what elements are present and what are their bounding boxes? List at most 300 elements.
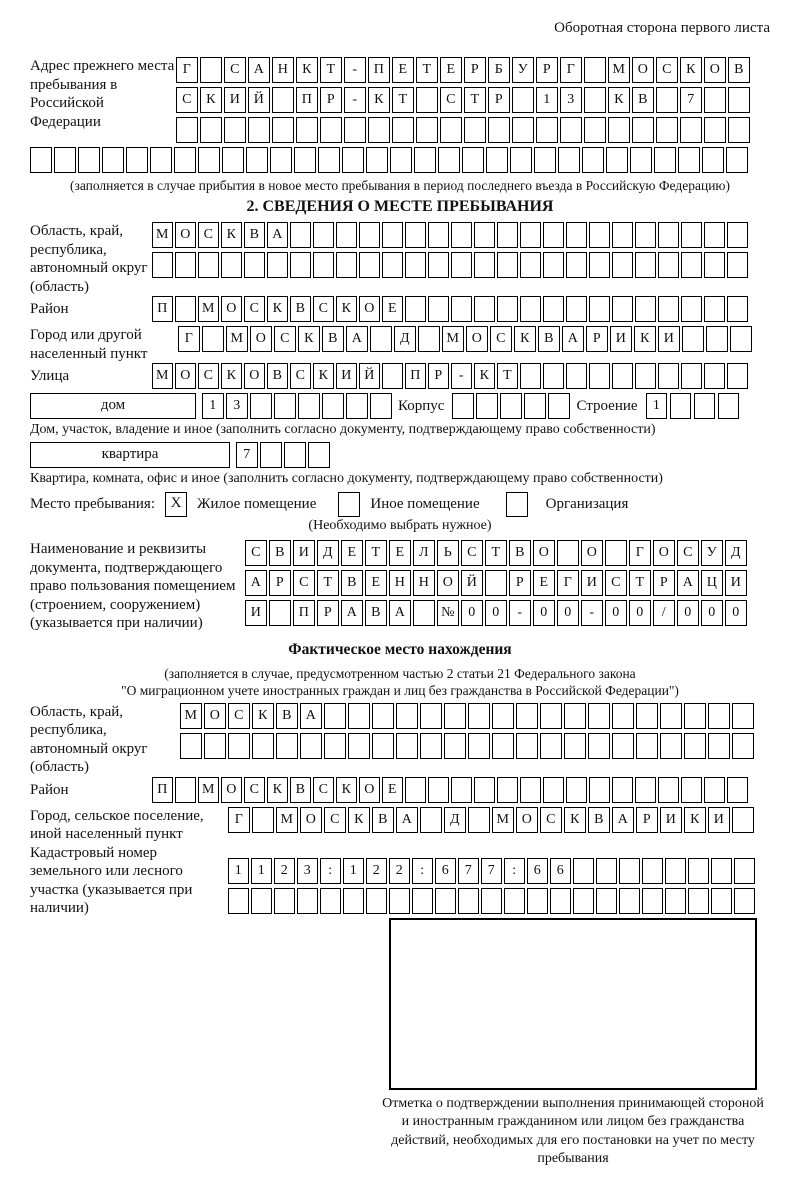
char-cell bbox=[543, 296, 564, 322]
char-cell bbox=[681, 252, 702, 278]
actual-city-row bbox=[228, 807, 756, 833]
char-cell bbox=[464, 117, 486, 143]
stamp-section bbox=[382, 918, 764, 1169]
char-cell: С bbox=[228, 703, 250, 729]
char-cell: О bbox=[533, 540, 555, 566]
char-cell bbox=[656, 117, 678, 143]
char-cell: - bbox=[344, 87, 366, 113]
char-cell bbox=[372, 703, 394, 729]
char-cell bbox=[684, 703, 706, 729]
char-cell bbox=[632, 117, 654, 143]
char-cell: О bbox=[516, 807, 538, 833]
char-cell: А bbox=[300, 703, 322, 729]
char-cell bbox=[612, 252, 633, 278]
char-cell: Р bbox=[586, 326, 608, 352]
char-cell bbox=[102, 147, 124, 173]
char-cell: В bbox=[509, 540, 531, 566]
char-cell bbox=[516, 703, 538, 729]
char-cell bbox=[390, 147, 412, 173]
char-cell: В bbox=[276, 703, 298, 729]
char-cell bbox=[665, 888, 686, 914]
char-cell bbox=[534, 147, 556, 173]
char-cell: О bbox=[250, 326, 272, 352]
char-cell bbox=[708, 733, 730, 759]
char-cell bbox=[492, 733, 514, 759]
char-cell bbox=[346, 393, 368, 419]
region-row-2 bbox=[152, 252, 770, 278]
char-cell: С bbox=[540, 807, 562, 833]
char-cell: Г bbox=[557, 570, 579, 596]
char-cell: К bbox=[313, 363, 334, 389]
char-cell: Н bbox=[413, 570, 435, 596]
char-cell bbox=[294, 147, 316, 173]
char-cell: Г bbox=[228, 807, 250, 833]
char-cell bbox=[396, 703, 418, 729]
house-block bbox=[30, 393, 770, 419]
char-cell bbox=[174, 147, 196, 173]
char-cell: Р bbox=[464, 57, 486, 83]
char-cell bbox=[198, 147, 220, 173]
char-cell bbox=[368, 117, 390, 143]
apartment-block bbox=[30, 442, 770, 468]
char-cell: Ц bbox=[701, 570, 723, 596]
char-cell: Д bbox=[444, 807, 466, 833]
char-cell bbox=[318, 147, 340, 173]
char-cell bbox=[512, 117, 534, 143]
char-cell: 1 bbox=[228, 858, 249, 884]
char-cell: 3 bbox=[226, 393, 248, 419]
char-cell bbox=[474, 252, 495, 278]
char-cell: 0 bbox=[485, 600, 507, 626]
char-cell: К bbox=[252, 703, 274, 729]
stay-type-option-residential: Жилое помещение bbox=[197, 496, 317, 512]
char-cell: П bbox=[296, 87, 318, 113]
char-cell: А bbox=[341, 600, 363, 626]
char-cell bbox=[504, 888, 525, 914]
char-cell bbox=[636, 703, 658, 729]
char-cell: К bbox=[267, 296, 288, 322]
char-cell bbox=[520, 777, 541, 803]
char-cell: 0 bbox=[533, 600, 555, 626]
char-cell bbox=[270, 147, 292, 173]
char-cell bbox=[566, 296, 587, 322]
char-cell: Е bbox=[382, 296, 403, 322]
char-cell: Р bbox=[317, 600, 339, 626]
char-cell bbox=[543, 777, 564, 803]
char-cell bbox=[204, 733, 226, 759]
char-cell: А bbox=[248, 57, 270, 83]
char-cell: С bbox=[605, 570, 627, 596]
char-cell bbox=[274, 393, 296, 419]
char-cell bbox=[642, 888, 663, 914]
char-cell bbox=[435, 888, 456, 914]
char-cell bbox=[732, 703, 754, 729]
char-cell bbox=[276, 733, 298, 759]
char-cell: Р bbox=[636, 807, 658, 833]
char-cell: О bbox=[204, 703, 226, 729]
district-row bbox=[152, 296, 750, 322]
char-cell: К bbox=[336, 296, 357, 322]
char-cell bbox=[665, 858, 686, 884]
char-cell: П bbox=[152, 296, 173, 322]
char-cell bbox=[396, 733, 418, 759]
previous-address-note: (заполняется в случае прибытия в новое место пребывания в период последнего въезда в Российскую Федерацию) bbox=[69, 178, 731, 193]
char-cell: О bbox=[359, 777, 380, 803]
char-cell: В bbox=[269, 540, 291, 566]
char-cell bbox=[228, 888, 249, 914]
char-cell bbox=[420, 703, 442, 729]
char-cell: 7 bbox=[236, 442, 258, 468]
previous-address-row-4 bbox=[30, 147, 770, 173]
street-row bbox=[152, 363, 750, 389]
char-cell: О bbox=[466, 326, 488, 352]
house-caption: Дом, участок, владение и иное (заполнить согласно документу, подтверждающему право собственности) bbox=[30, 422, 656, 437]
char-cell bbox=[711, 888, 732, 914]
char-cell bbox=[420, 733, 442, 759]
char-cell bbox=[681, 363, 702, 389]
char-cell: В bbox=[290, 296, 311, 322]
char-cell bbox=[718, 393, 740, 419]
house-labelbox: дом bbox=[30, 393, 196, 419]
char-cell: М bbox=[226, 326, 248, 352]
char-cell bbox=[324, 733, 346, 759]
char-cell bbox=[468, 703, 490, 729]
char-cell: 2 bbox=[274, 858, 295, 884]
char-cell: Г bbox=[178, 326, 200, 352]
char-cell: И bbox=[245, 600, 267, 626]
char-cell bbox=[405, 777, 426, 803]
char-cell bbox=[596, 888, 617, 914]
char-cell: О bbox=[221, 777, 242, 803]
char-cell bbox=[438, 147, 460, 173]
char-cell: О bbox=[221, 296, 242, 322]
char-cell bbox=[566, 363, 587, 389]
char-cell: К bbox=[221, 222, 242, 248]
char-cell bbox=[175, 252, 196, 278]
char-cell: С bbox=[176, 87, 198, 113]
char-cell bbox=[520, 222, 541, 248]
char-cell: О bbox=[300, 807, 322, 833]
char-cell bbox=[414, 147, 436, 173]
char-cell bbox=[612, 733, 634, 759]
stay-type-checkbox-other bbox=[338, 492, 360, 517]
char-cell bbox=[416, 87, 438, 113]
char-cell: Г bbox=[629, 540, 651, 566]
char-cell bbox=[612, 363, 633, 389]
char-cell bbox=[359, 252, 380, 278]
char-cell bbox=[566, 222, 587, 248]
city-row bbox=[178, 326, 754, 352]
char-cell bbox=[596, 858, 617, 884]
char-cell: 7 bbox=[481, 858, 502, 884]
char-cell bbox=[660, 733, 682, 759]
char-cell: М bbox=[180, 703, 202, 729]
char-cell: А bbox=[562, 326, 584, 352]
document-row-1 bbox=[245, 540, 770, 566]
char-cell: 0 bbox=[557, 600, 579, 626]
char-cell bbox=[681, 296, 702, 322]
char-cell bbox=[486, 147, 508, 173]
char-cell bbox=[468, 807, 490, 833]
section2-title: 2. СВЕДЕНИЯ О МЕСТЕ ПРЕБЫВАНИЯ bbox=[246, 198, 554, 215]
char-cell: Е bbox=[341, 540, 363, 566]
actual-location-note-1: (заполняется в случае, предусмотренном частью 2 статьи 21 Федерального закона bbox=[164, 665, 636, 681]
char-cell: А bbox=[267, 222, 288, 248]
char-cell bbox=[688, 858, 709, 884]
char-cell bbox=[322, 393, 344, 419]
char-cell bbox=[405, 222, 426, 248]
char-cell bbox=[228, 733, 250, 759]
apartment-caption: Квартира, комната, офис и иное (заполнить согласно документу, подтверждающему право собственности) bbox=[30, 471, 663, 486]
char-cell: К bbox=[684, 807, 706, 833]
char-cell bbox=[605, 540, 627, 566]
char-cell: 6 bbox=[527, 858, 548, 884]
char-cell bbox=[175, 777, 196, 803]
char-cell: И bbox=[581, 570, 603, 596]
char-cell bbox=[298, 393, 320, 419]
char-cell bbox=[727, 363, 748, 389]
char-cell bbox=[619, 858, 640, 884]
char-cell bbox=[520, 363, 541, 389]
char-cell bbox=[250, 393, 272, 419]
char-cell bbox=[589, 252, 610, 278]
char-cell bbox=[320, 888, 341, 914]
char-cell bbox=[297, 888, 318, 914]
document-row-2 bbox=[245, 570, 770, 596]
char-cell: К bbox=[336, 777, 357, 803]
char-cell bbox=[688, 888, 709, 914]
char-cell: А bbox=[389, 600, 411, 626]
char-cell: - bbox=[344, 57, 366, 83]
char-cell: Т bbox=[464, 87, 486, 113]
char-cell: О bbox=[244, 363, 265, 389]
char-cell: В bbox=[372, 807, 394, 833]
char-cell bbox=[584, 57, 606, 83]
char-cell bbox=[267, 252, 288, 278]
actual-city-block bbox=[30, 807, 770, 844]
district-block bbox=[30, 296, 770, 326]
char-cell bbox=[704, 363, 725, 389]
actual-district-label: Район bbox=[30, 781, 69, 798]
char-cell bbox=[527, 888, 548, 914]
char-cell: 1 bbox=[646, 393, 668, 419]
char-cell bbox=[290, 222, 311, 248]
char-cell bbox=[474, 296, 495, 322]
char-cell: К bbox=[348, 807, 370, 833]
char-cell: Р bbox=[269, 570, 291, 596]
char-cell bbox=[284, 442, 306, 468]
char-cell: - bbox=[509, 600, 531, 626]
char-cell: А bbox=[396, 807, 418, 833]
apartment-labelbox: квартира bbox=[30, 442, 230, 468]
char-cell bbox=[370, 393, 392, 419]
char-cell bbox=[224, 117, 246, 143]
char-cell: С bbox=[490, 326, 512, 352]
char-cell bbox=[681, 777, 702, 803]
char-cell: 0 bbox=[461, 600, 483, 626]
char-cell: 0 bbox=[725, 600, 747, 626]
char-cell: М bbox=[198, 777, 219, 803]
char-cell bbox=[734, 888, 755, 914]
char-cell bbox=[260, 442, 282, 468]
char-cell bbox=[636, 733, 658, 759]
char-cell: М bbox=[442, 326, 464, 352]
char-cell bbox=[451, 296, 472, 322]
char-cell bbox=[704, 252, 725, 278]
char-cell bbox=[564, 733, 586, 759]
char-cell bbox=[452, 393, 474, 419]
char-cell bbox=[336, 222, 357, 248]
char-cell bbox=[342, 147, 364, 173]
char-cell: И bbox=[725, 570, 747, 596]
char-cell: С bbox=[198, 222, 219, 248]
char-cell bbox=[704, 777, 725, 803]
char-cell bbox=[589, 363, 610, 389]
char-cell bbox=[635, 363, 656, 389]
char-cell bbox=[727, 222, 748, 248]
char-cell: Д bbox=[317, 540, 339, 566]
actual-region-label: Область, край, республика, автономный округ (область) bbox=[30, 703, 148, 775]
char-cell bbox=[246, 147, 268, 173]
char-cell: С bbox=[290, 363, 311, 389]
char-cell: Н bbox=[389, 570, 411, 596]
char-cell bbox=[612, 296, 633, 322]
char-cell bbox=[451, 252, 472, 278]
char-cell: О bbox=[581, 540, 603, 566]
char-cell bbox=[727, 296, 748, 322]
char-cell bbox=[180, 733, 202, 759]
char-cell: Л bbox=[413, 540, 435, 566]
char-cell bbox=[726, 147, 748, 173]
char-cell: 1 bbox=[251, 858, 272, 884]
char-cell bbox=[635, 252, 656, 278]
char-cell: Р bbox=[488, 87, 510, 113]
char-cell bbox=[642, 858, 663, 884]
char-cell bbox=[152, 252, 173, 278]
char-cell bbox=[588, 733, 610, 759]
char-cell: Т bbox=[320, 57, 342, 83]
char-cell bbox=[658, 777, 679, 803]
char-cell bbox=[175, 296, 196, 322]
char-cell: Д bbox=[725, 540, 747, 566]
cadastral-row-2 bbox=[228, 888, 770, 914]
char-cell bbox=[54, 147, 76, 173]
char-cell bbox=[589, 296, 610, 322]
char-cell: К bbox=[608, 87, 630, 113]
char-cell bbox=[300, 733, 322, 759]
char-cell bbox=[558, 147, 580, 173]
char-cell bbox=[313, 252, 334, 278]
char-cell bbox=[344, 117, 366, 143]
char-cell: И bbox=[658, 326, 680, 352]
char-cell: Г bbox=[560, 57, 582, 83]
char-cell bbox=[485, 570, 507, 596]
char-cell bbox=[200, 57, 222, 83]
previous-address-label: Адрес прежнего места пребывания в Российской Федерации bbox=[30, 58, 175, 130]
actual-city-label: Город, сельское поселение, иной населенный пункт bbox=[30, 807, 204, 842]
char-cell: И bbox=[660, 807, 682, 833]
char-cell: Д bbox=[394, 326, 416, 352]
char-cell: К bbox=[634, 326, 656, 352]
char-cell bbox=[588, 703, 610, 729]
char-cell bbox=[492, 703, 514, 729]
char-cell bbox=[589, 222, 610, 248]
char-cell: М bbox=[152, 363, 173, 389]
char-cell: Е bbox=[533, 570, 555, 596]
char-cell: М bbox=[608, 57, 630, 83]
char-cell bbox=[389, 888, 410, 914]
char-cell: О bbox=[437, 570, 459, 596]
char-cell bbox=[732, 733, 754, 759]
char-cell: С bbox=[245, 540, 267, 566]
char-cell bbox=[476, 393, 498, 419]
char-cell bbox=[619, 888, 640, 914]
char-cell bbox=[536, 117, 558, 143]
char-cell bbox=[702, 147, 724, 173]
char-cell bbox=[516, 733, 538, 759]
char-cell bbox=[608, 117, 630, 143]
char-cell: : bbox=[412, 858, 433, 884]
char-cell: / bbox=[653, 600, 675, 626]
char-cell bbox=[221, 252, 242, 278]
char-cell bbox=[269, 600, 291, 626]
char-cell: Т bbox=[485, 540, 507, 566]
char-cell bbox=[481, 888, 502, 914]
char-cell: 3 bbox=[297, 858, 318, 884]
char-cell: У bbox=[701, 540, 723, 566]
char-cell bbox=[444, 733, 466, 759]
char-cell: К bbox=[368, 87, 390, 113]
char-cell: О bbox=[653, 540, 675, 566]
char-cell: 0 bbox=[701, 600, 723, 626]
char-cell bbox=[732, 807, 754, 833]
char-cell bbox=[684, 733, 706, 759]
char-cell: 7 bbox=[680, 87, 702, 113]
char-cell bbox=[497, 777, 518, 803]
char-cell bbox=[428, 777, 449, 803]
char-cell bbox=[704, 222, 725, 248]
char-cell: 1 bbox=[343, 858, 364, 884]
char-cell bbox=[405, 252, 426, 278]
char-cell bbox=[584, 117, 606, 143]
char-cell bbox=[582, 147, 604, 173]
char-cell: С bbox=[656, 57, 678, 83]
char-cell: Й bbox=[461, 570, 483, 596]
house-number-row bbox=[202, 393, 394, 419]
char-cell: : bbox=[504, 858, 525, 884]
stamp-caption: Отметка о подтверждении выполнения принимающей стороной и иностранным гражданином или лицом без гражданства действий, необходимых для его постановки на учет по месту пребывания bbox=[382, 1095, 764, 1166]
char-cell: Е bbox=[440, 57, 462, 83]
char-cell: Р bbox=[536, 57, 558, 83]
char-cell: С bbox=[313, 777, 334, 803]
char-cell bbox=[682, 326, 704, 352]
cadastral-row-1 bbox=[228, 858, 770, 884]
char-cell: К bbox=[200, 87, 222, 113]
char-cell bbox=[612, 777, 633, 803]
stamp-box bbox=[389, 918, 757, 1090]
document-row-3 bbox=[245, 600, 770, 626]
char-cell bbox=[252, 733, 274, 759]
char-cell bbox=[497, 222, 518, 248]
actual-region-row-2 bbox=[180, 733, 770, 759]
char-cell bbox=[428, 222, 449, 248]
char-cell bbox=[497, 296, 518, 322]
char-cell bbox=[336, 252, 357, 278]
char-cell bbox=[612, 703, 634, 729]
char-cell: 7 bbox=[458, 858, 479, 884]
char-cell bbox=[704, 87, 726, 113]
previous-address-row-3 bbox=[176, 117, 770, 143]
